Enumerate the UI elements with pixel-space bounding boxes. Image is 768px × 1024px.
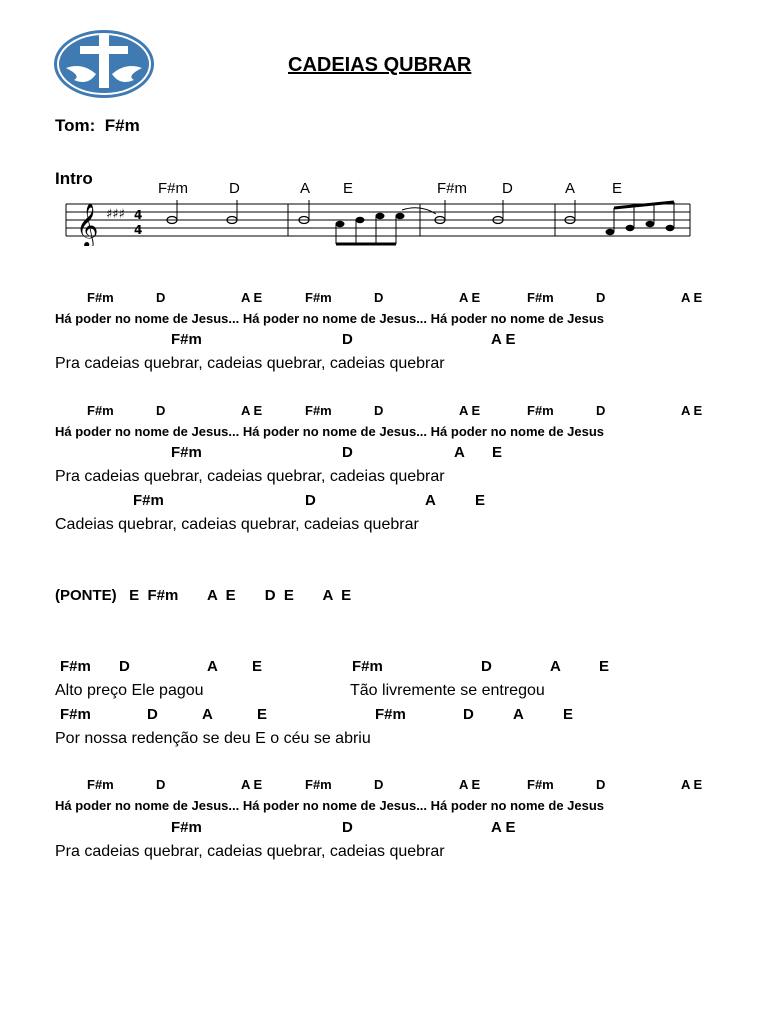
- chord: A: [425, 492, 436, 509]
- svg-text:𝄞: 𝄞: [76, 203, 99, 246]
- chord: D: [374, 290, 384, 305]
- chord: F#m: [87, 290, 114, 305]
- svg-text:♯♯♯: ♯♯♯: [106, 207, 125, 222]
- chord: D: [463, 706, 474, 723]
- chord: A: [550, 658, 561, 675]
- chord: A E: [491, 819, 516, 836]
- chord: A E: [681, 290, 703, 305]
- intro-chord: A: [565, 180, 576, 197]
- chord: F#m: [60, 706, 91, 723]
- chord: E: [475, 492, 486, 509]
- chord: F#m: [171, 444, 202, 461]
- chord: D: [342, 331, 353, 348]
- chord: A E: [491, 331, 516, 348]
- chord: D: [342, 819, 353, 836]
- intro-chord: E: [612, 180, 623, 197]
- lyric-line: Pra cadeias quebrar, cadeias quebrar, cadeias quebrar: [55, 355, 445, 372]
- chord: D: [147, 706, 158, 723]
- chord: A E: [459, 777, 481, 792]
- chord: D: [119, 658, 130, 675]
- chord: F#m: [87, 403, 114, 418]
- chorus-lyric: Há poder no nome de Jesus... Há poder no nome de Jesus... Há poder no nome de Jesus: [55, 424, 605, 439]
- chord: A: [202, 706, 213, 723]
- intro-chord: D: [229, 180, 240, 197]
- church-logo: [52, 28, 156, 100]
- chord: A E: [241, 403, 263, 418]
- chord: E: [599, 658, 610, 675]
- chord: A E: [459, 290, 481, 305]
- chord: E: [492, 444, 503, 461]
- chord: F#m: [527, 777, 554, 792]
- chord: F#m: [527, 403, 554, 418]
- chord: D: [374, 777, 384, 792]
- chord: E: [563, 706, 574, 723]
- chorus-lyric: Há poder no nome de Jesus... Há poder no nome de Jesus... Há poder no nome de Jesus: [55, 798, 605, 813]
- chord: A E: [241, 777, 263, 792]
- intro-chord: F#m: [437, 180, 467, 197]
- chord: A E: [681, 403, 703, 418]
- chord: D: [305, 492, 316, 509]
- chord: D: [596, 403, 606, 418]
- chord: F#m: [60, 658, 91, 675]
- intro-chord: A: [300, 180, 311, 197]
- lyric-line: Pra cadeias quebrar, cadeias quebrar, cadeias quebrar: [55, 468, 445, 485]
- chord: A: [513, 706, 524, 723]
- chord: A: [207, 658, 218, 675]
- chord: A E: [459, 403, 481, 418]
- chord: F#m: [305, 403, 332, 418]
- chorus-lyric: Há poder no nome de Jesus... Há poder no nome de Jesus... Há poder no nome de Jesus: [55, 311, 605, 326]
- chord: E: [257, 706, 268, 723]
- song-key: Tom: F#m: [55, 116, 140, 135]
- song-title: CADEIAS QUBRAR: [288, 54, 472, 76]
- chord: F#m: [527, 290, 554, 305]
- chord: F#m: [87, 777, 114, 792]
- chord: F#m: [305, 290, 332, 305]
- lyric-line: Cadeias quebrar, cadeias quebrar, cadeias quebrar: [55, 516, 419, 533]
- chord: D: [342, 444, 353, 461]
- intro-music-staff: [62, 196, 702, 246]
- chord: F#m: [171, 331, 202, 348]
- chord: D: [156, 290, 166, 305]
- chord: D: [481, 658, 492, 675]
- chord: F#m: [133, 492, 164, 509]
- svg-text:4: 4: [134, 223, 143, 237]
- chord: F#m: [171, 819, 202, 836]
- intro-chord: D: [502, 180, 513, 197]
- chord: D: [596, 777, 606, 792]
- svg-text:4: 4: [134, 208, 143, 222]
- chord: F#m: [352, 658, 383, 675]
- lyric-line: Alto preço Ele pagou: [55, 682, 204, 699]
- chord: A E: [681, 777, 703, 792]
- chord: F#m: [305, 777, 332, 792]
- lyric-line: Por nossa redenção se deu E o céu se abriu: [55, 730, 371, 747]
- lyric-line: Tão livremente se entregou: [350, 682, 545, 699]
- lyric-line: Pra cadeias quebrar, cadeias quebrar, cadeias quebrar: [55, 843, 445, 860]
- chord: E: [252, 658, 263, 675]
- chord: D: [374, 403, 384, 418]
- intro-chord: E: [343, 180, 354, 197]
- chord: F#m: [375, 706, 406, 723]
- chord: D: [596, 290, 606, 305]
- intro-chord: F#m: [158, 180, 188, 197]
- chord: A: [454, 444, 465, 461]
- bridge-line: (PONTE) E F#m A E D E A E: [55, 587, 352, 604]
- chord: A E: [241, 290, 263, 305]
- intro-label: Intro: [55, 169, 93, 188]
- chord: D: [156, 403, 166, 418]
- chord: D: [156, 777, 166, 792]
